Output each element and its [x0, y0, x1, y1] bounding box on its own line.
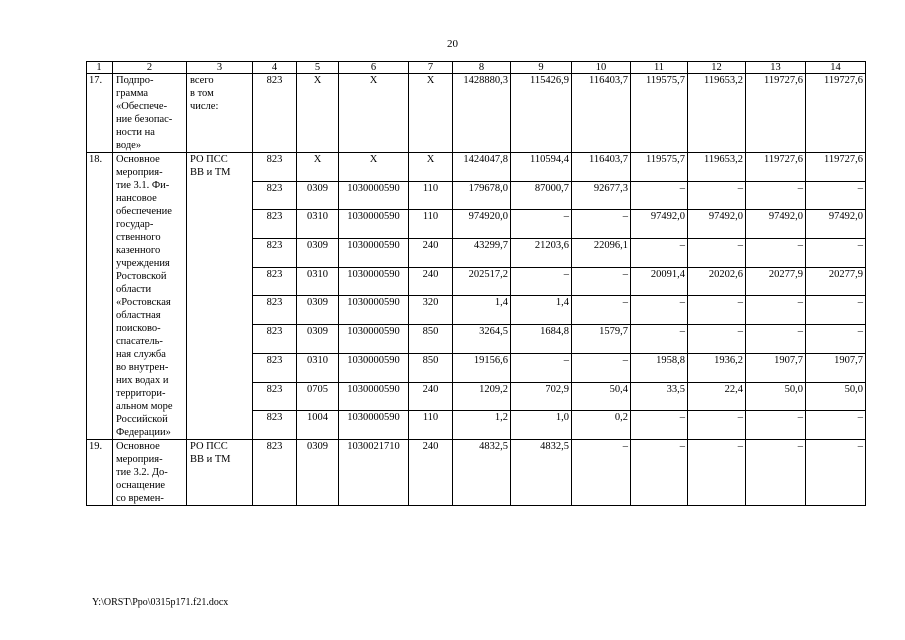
value-cell: 179678,0: [453, 181, 511, 210]
value-cell: Х: [409, 153, 453, 182]
value-cell: 1,4: [453, 296, 511, 325]
value-cell: Х: [297, 74, 339, 153]
value-cell: 1030021710: [339, 440, 409, 506]
value-cell: 823: [253, 181, 297, 210]
value-cell: 4832,5: [453, 440, 511, 506]
value-cell: 20202,6: [688, 267, 746, 296]
value-cell: 119575,7: [631, 74, 688, 153]
value-cell: 974920,0: [453, 210, 511, 239]
value-cell: 1,4: [511, 296, 572, 325]
value-cell: –: [806, 296, 866, 325]
value-cell: –: [806, 325, 866, 354]
value-cell: 50,0: [806, 382, 866, 411]
value-cell: –: [806, 239, 866, 268]
value-cell: –: [688, 296, 746, 325]
value-cell: 1030000590: [339, 353, 409, 382]
value-cell: 1030000590: [339, 239, 409, 268]
value-cell: 240: [409, 239, 453, 268]
value-cell: Х: [339, 74, 409, 153]
value-cell: –: [806, 440, 866, 506]
value-cell: 20277,9: [746, 267, 806, 296]
value-cell: –: [688, 239, 746, 268]
value-cell: 823: [253, 325, 297, 354]
value-cell: 0310: [297, 353, 339, 382]
column-header: 5: [297, 62, 339, 74]
value-cell: –: [746, 411, 806, 440]
value-cell: –: [631, 296, 688, 325]
value-cell: –: [746, 239, 806, 268]
value-cell: 1,2: [453, 411, 511, 440]
value-cell: 1428880,3: [453, 74, 511, 153]
value-cell: 115426,9: [511, 74, 572, 153]
value-cell: 1579,7: [572, 325, 631, 354]
value-cell: –: [746, 296, 806, 325]
column-header: 11: [631, 62, 688, 74]
value-cell: 119727,6: [746, 153, 806, 182]
value-cell: 119575,7: [631, 153, 688, 182]
value-cell: 823: [253, 353, 297, 382]
value-cell: 119727,6: [746, 74, 806, 153]
value-cell: –: [806, 181, 866, 210]
value-cell: 0309: [297, 296, 339, 325]
value-cell: 50,4: [572, 382, 631, 411]
value-cell: 1030000590: [339, 267, 409, 296]
value-cell: –: [572, 440, 631, 506]
value-cell: 50,0: [746, 382, 806, 411]
value-cell: 1,0: [511, 411, 572, 440]
value-cell: 97492,0: [806, 210, 866, 239]
column-header: 4: [253, 62, 297, 74]
value-cell: –: [631, 411, 688, 440]
value-cell: 119653,2: [688, 74, 746, 153]
value-cell: Х: [339, 153, 409, 182]
activity-name: Основное мероприя- тие 3.2. До- оснащение со времен-: [113, 440, 187, 506]
value-cell: 110: [409, 210, 453, 239]
value-cell: 97492,0: [688, 210, 746, 239]
value-cell: 116403,7: [572, 153, 631, 182]
value-cell: –: [746, 181, 806, 210]
value-cell: 1209,2: [453, 382, 511, 411]
value-cell: 22096,1: [572, 239, 631, 268]
value-cell: 19156,6: [453, 353, 511, 382]
value-cell: 823: [253, 210, 297, 239]
value-cell: 1030000590: [339, 382, 409, 411]
value-cell: 202517,2: [453, 267, 511, 296]
column-header: 6: [339, 62, 409, 74]
value-cell: 1030000590: [339, 325, 409, 354]
value-cell: –: [572, 210, 631, 239]
value-cell: 21203,6: [511, 239, 572, 268]
value-cell: 1004: [297, 411, 339, 440]
row-number: 18.: [87, 153, 113, 440]
value-cell: 119653,2: [688, 153, 746, 182]
value-cell: 823: [253, 153, 297, 182]
value-cell: 22,4: [688, 382, 746, 411]
value-cell: –: [631, 239, 688, 268]
value-cell: 1936,2: [688, 353, 746, 382]
column-header: 13: [746, 62, 806, 74]
value-cell: –: [688, 411, 746, 440]
value-cell: 320: [409, 296, 453, 325]
value-cell: 240: [409, 382, 453, 411]
value-cell: 92677,3: [572, 181, 631, 210]
value-cell: 0310: [297, 267, 339, 296]
value-cell: –: [631, 325, 688, 354]
value-cell: 4832,5: [511, 440, 572, 506]
value-cell: 823: [253, 382, 297, 411]
value-cell: 240: [409, 440, 453, 506]
value-cell: –: [511, 353, 572, 382]
value-cell: 1907,7: [806, 353, 866, 382]
value-cell: 823: [253, 267, 297, 296]
value-cell: 1030000590: [339, 210, 409, 239]
value-cell: 110594,4: [511, 153, 572, 182]
value-cell: 702,9: [511, 382, 572, 411]
value-cell: –: [806, 411, 866, 440]
budget-table: [86, 61, 866, 506]
value-cell: 119727,6: [806, 74, 866, 153]
value-cell: Х: [297, 153, 339, 182]
value-cell: –: [746, 325, 806, 354]
value-cell: 823: [253, 411, 297, 440]
value-cell: 110: [409, 181, 453, 210]
table-row: [87, 153, 866, 182]
value-cell: 1030000590: [339, 296, 409, 325]
value-cell: 97492,0: [631, 210, 688, 239]
column-header: 1: [87, 62, 113, 74]
value-cell: 0,2: [572, 411, 631, 440]
value-cell: 0309: [297, 181, 339, 210]
activity-name: Основное мероприя- тие 3.1. Фи- нансовое обеспечение государ- ственного казенного учреждения Ростовской области «Ростовская областная поисково- спасатель- ная служба во внутрен- них водах и территори- альном море Российской Федерации»: [113, 153, 187, 440]
value-cell: 3264,5: [453, 325, 511, 354]
value-cell: –: [572, 296, 631, 325]
value-cell: 0309: [297, 325, 339, 354]
value-cell: 0310: [297, 210, 339, 239]
value-cell: 116403,7: [572, 74, 631, 153]
column-header: 12: [688, 62, 746, 74]
value-cell: 33,5: [631, 382, 688, 411]
table-row: [87, 74, 866, 153]
value-cell: Х: [409, 74, 453, 153]
value-cell: 119727,6: [806, 153, 866, 182]
value-cell: –: [511, 210, 572, 239]
page-number: 20: [447, 38, 458, 50]
row-number: 17.: [87, 74, 113, 153]
column-header: 10: [572, 62, 631, 74]
value-cell: 97492,0: [746, 210, 806, 239]
value-cell: 0309: [297, 440, 339, 506]
column-header: 7: [409, 62, 453, 74]
value-cell: 850: [409, 353, 453, 382]
column-header: 8: [453, 62, 511, 74]
value-cell: 0705: [297, 382, 339, 411]
value-cell: –: [511, 267, 572, 296]
executor: всего в том числе:: [187, 74, 253, 153]
column-header: 14: [806, 62, 866, 74]
value-cell: 823: [253, 74, 297, 153]
value-cell: –: [572, 267, 631, 296]
value-cell: 850: [409, 325, 453, 354]
value-cell: 110: [409, 411, 453, 440]
value-cell: 240: [409, 267, 453, 296]
value-cell: 823: [253, 440, 297, 506]
value-cell: –: [746, 440, 806, 506]
value-cell: 1424047,8: [453, 153, 511, 182]
value-cell: –: [688, 440, 746, 506]
executor: РО ПСС ВВ и ТМ: [187, 153, 253, 440]
value-cell: –: [631, 181, 688, 210]
column-header: 3: [187, 62, 253, 74]
row-number: 19.: [87, 440, 113, 506]
value-cell: 87000,7: [511, 181, 572, 210]
value-cell: 20277,9: [806, 267, 866, 296]
value-cell: 1958,8: [631, 353, 688, 382]
value-cell: 1907,7: [746, 353, 806, 382]
value-cell: 20091,4: [631, 267, 688, 296]
value-cell: 43299,7: [453, 239, 511, 268]
value-cell: –: [572, 353, 631, 382]
value-cell: 1030000590: [339, 181, 409, 210]
value-cell: 1030000590: [339, 411, 409, 440]
value-cell: 823: [253, 296, 297, 325]
executor: РО ПСС ВВ и ТМ: [187, 440, 253, 506]
table-header-row: [87, 62, 866, 74]
table-row: [87, 440, 866, 506]
value-cell: –: [688, 181, 746, 210]
value-cell: –: [688, 325, 746, 354]
value-cell: 823: [253, 239, 297, 268]
value-cell: 0309: [297, 239, 339, 268]
value-cell: 1684,8: [511, 325, 572, 354]
value-cell: –: [631, 440, 688, 506]
column-header: 2: [113, 62, 187, 74]
activity-name: Подпро- грамма «Обеспече- ние безопас- ности на воде»: [113, 74, 187, 153]
column-header: 9: [511, 62, 572, 74]
document-path: Y:\ORST\Ppo\0315p171.f21.docx: [92, 597, 229, 608]
